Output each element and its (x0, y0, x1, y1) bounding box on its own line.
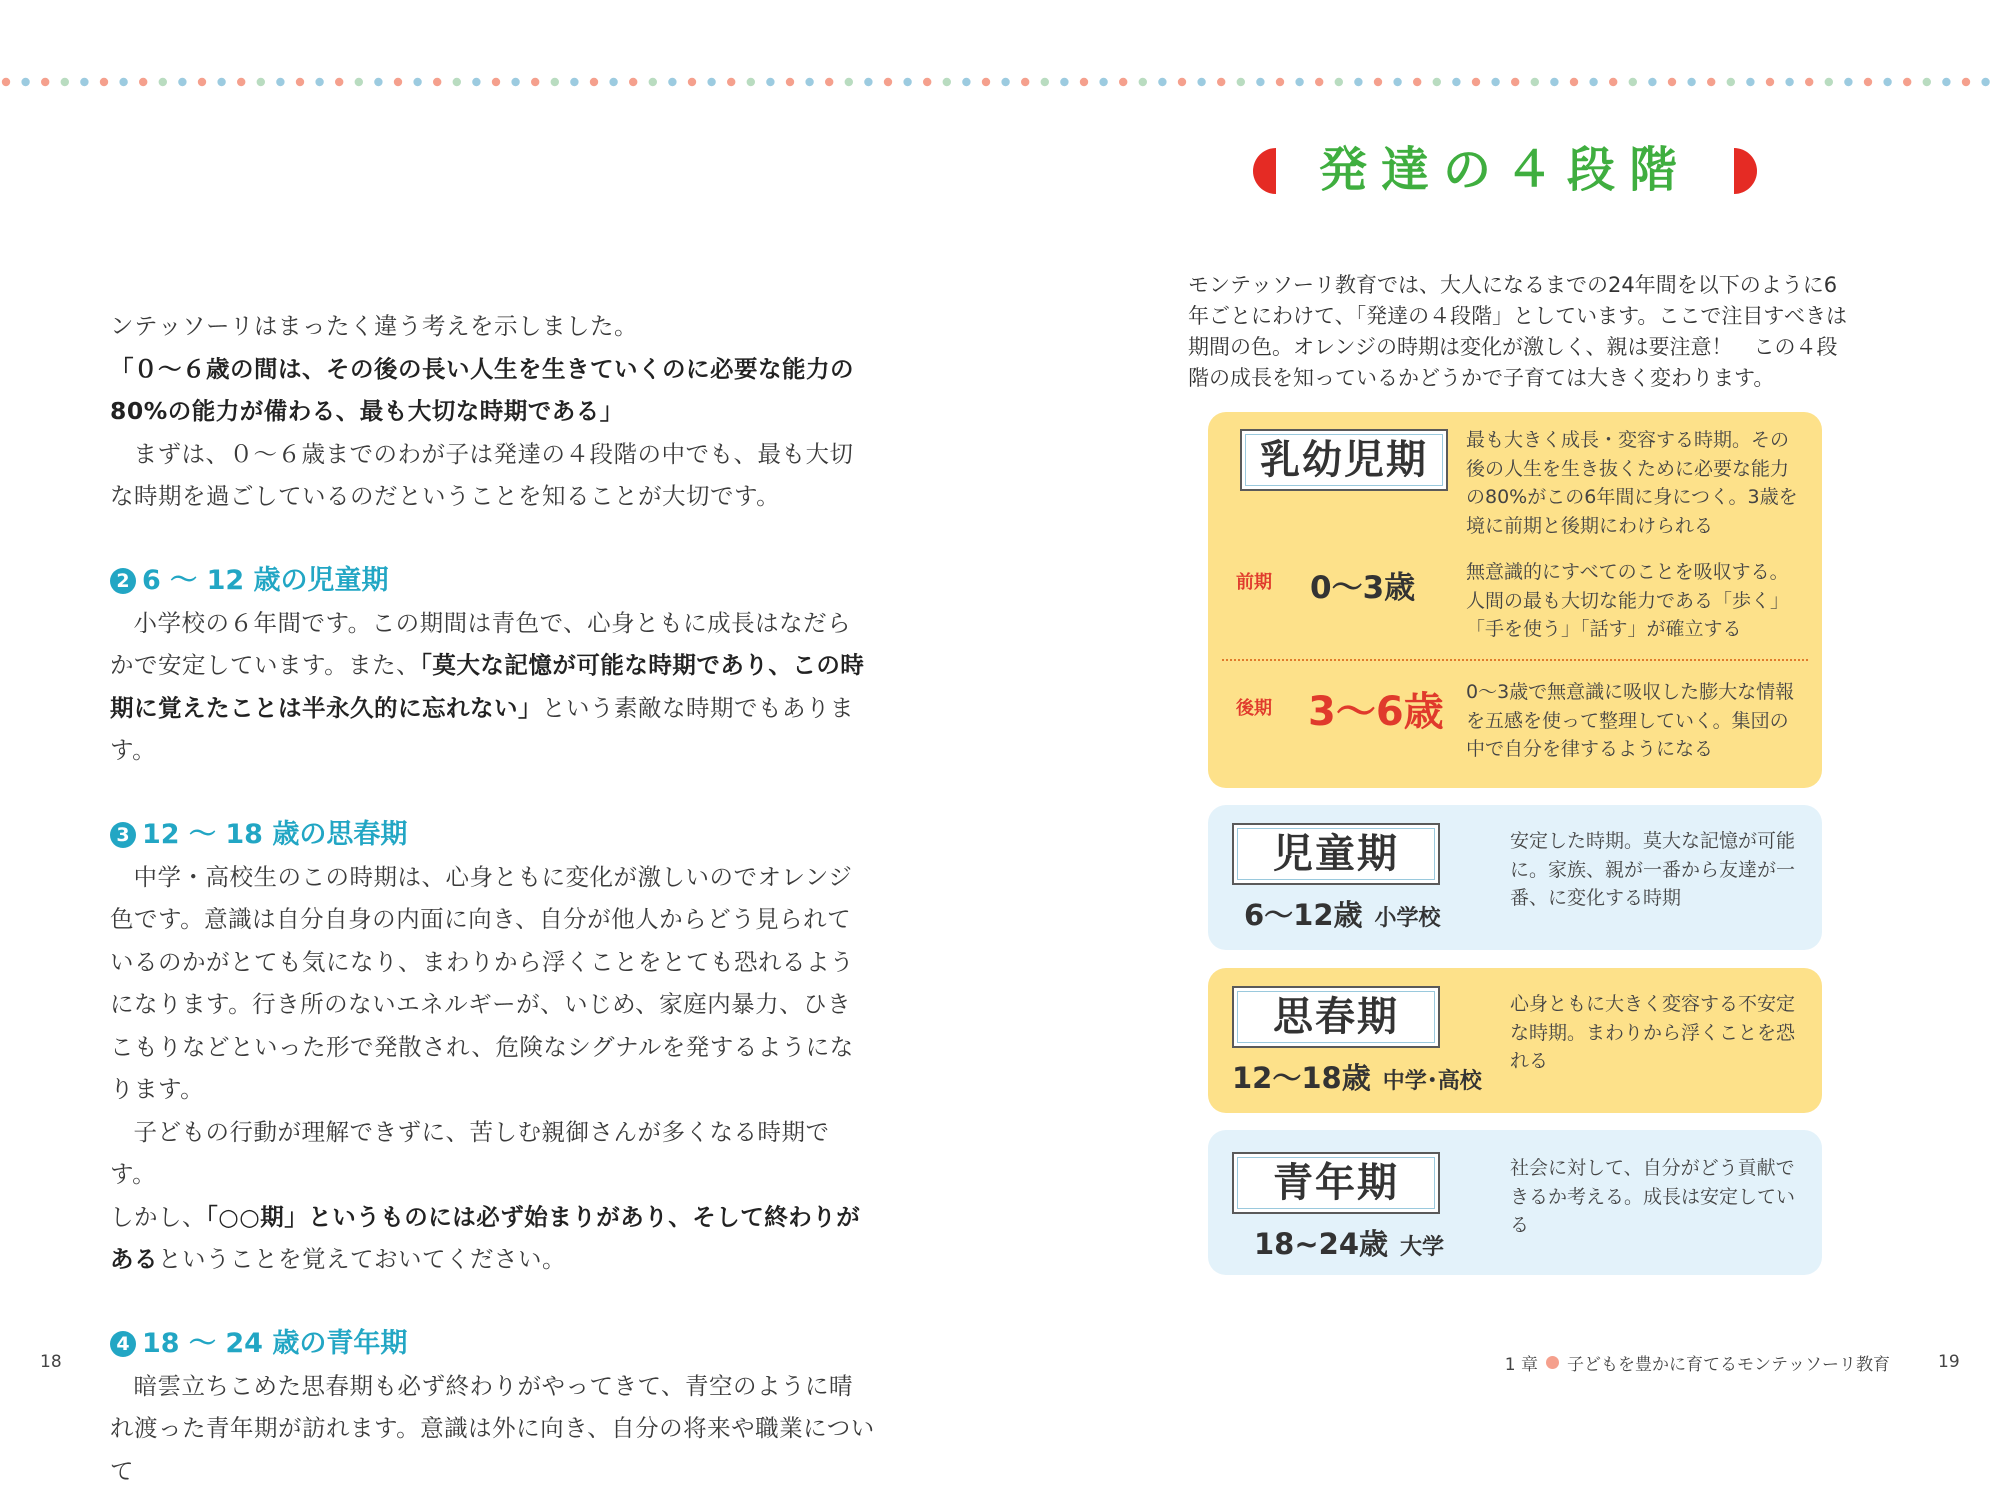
age-range-line: 18~24歳 大学 (1254, 1222, 1444, 1263)
decorative-dot (1687, 78, 1695, 86)
decorative-dot (1472, 78, 1480, 86)
phase-label: 後期 (1236, 694, 1272, 720)
decorative-dot (1197, 78, 1205, 86)
section-heading-youth (110, 1323, 875, 1365)
decorative-dot (1041, 78, 1049, 86)
decorative-dot (1080, 78, 1088, 86)
decorative-dot (1785, 78, 1793, 86)
decorative-dot (472, 78, 480, 86)
decorative-dot (1766, 78, 1774, 86)
decorative-dot (198, 78, 206, 86)
circle-number-icon: 2 (110, 568, 136, 594)
decorative-dot (786, 78, 794, 86)
decorative-dot (453, 78, 461, 86)
decorative-dot (864, 78, 872, 86)
decorative-dot (747, 78, 755, 86)
chapter-title: 子どもを豊かに育てるモンテッソーリ教育 (1567, 1350, 1890, 1375)
decorative-dot (296, 78, 304, 86)
card-infant (1208, 412, 1822, 788)
stage-description: 心身ともに大きく変容する不安定な時期。まわりから浮くことを恐れる (1510, 990, 1800, 1076)
decorative-dot (1609, 78, 1617, 86)
decorative-dot (1864, 78, 1872, 86)
age-range-line: 12～18歳 中学･高校 (1232, 1056, 1482, 1097)
decorative-dot (805, 78, 813, 86)
decorative-dot (903, 78, 911, 86)
decorative-dot (237, 78, 245, 86)
divider (1222, 659, 1808, 661)
decorative-dot (80, 78, 88, 86)
decorative-dot (1825, 78, 1833, 86)
decorative-dot (1923, 78, 1931, 86)
decorative-dot (41, 78, 49, 86)
decorative-dot (1099, 78, 1107, 86)
decorative-dot (1413, 78, 1421, 86)
stage-description: 最も大きく成長・変容する時期。その後の人生を生き抜くために必要な能力の80%がこの6年間に身につく。3歳を境に前期と後期にわけられる (1466, 426, 1806, 540)
decorative-dot (257, 78, 265, 86)
decorative-dot (217, 78, 225, 86)
decorative-dot (649, 78, 657, 86)
decorative-dot (1158, 78, 1166, 86)
decorative-dot (923, 78, 931, 86)
card-child (1208, 805, 1822, 950)
decorative-dot (1374, 78, 1382, 86)
decorative-dot (1727, 78, 1735, 86)
decorative-dot (1589, 78, 1597, 86)
decorative-dot (1903, 78, 1911, 86)
decorative-dot (1217, 78, 1225, 86)
age-range-line: 6～12歳 小学校 (1244, 893, 1441, 934)
paragraph: 小学校の６年間です。この期間は青色で、心身ともに成長はなだらかで安定しています。また、「莫大な記憶が可能な時期であり、この時期に覚えたことは半永久的に忘れない」という素敵な時期でもあります。 (110, 602, 875, 772)
decorative-dot (688, 78, 696, 86)
decorative-dot (609, 78, 617, 86)
decorative-dot-border (0, 74, 2000, 90)
decorative-dot (1237, 78, 1245, 86)
decorative-dot (1550, 78, 1558, 86)
stage-label: 青年期 (1232, 1152, 1440, 1214)
decorative-dot (1315, 78, 1323, 86)
decorative-dot (139, 78, 147, 86)
paragraph: しかし、「○○期」というものには必ず始まりがあり、そして終わりがあるということを覚えておいてください。 (110, 1196, 875, 1281)
decorative-dot (727, 78, 735, 86)
page-title-block (1240, 140, 1770, 200)
paragraph: 暗雲立ちこめた思春期も必ず終わりがやってきて、青空のように晴れ渡った青年期が訪れます。意識は外に向き、自分の将来や職業について (110, 1365, 875, 1492)
decorative-dot (570, 78, 578, 86)
section-title: 12 ～ 18 歳の思春期 (142, 814, 407, 856)
decorative-dot (178, 78, 186, 86)
decorative-dot (1276, 78, 1284, 86)
decorative-dot (1060, 78, 1068, 86)
decorative-dot (1452, 78, 1460, 86)
decorative-dot (1942, 78, 1950, 86)
phase-description: 0～3歳で無意識に吸収した膨大な情報を五感を使って整理していく。集団の中で自分を律するようになる (1466, 678, 1806, 764)
decorative-dot (413, 78, 421, 86)
decorative-dot (1844, 78, 1852, 86)
decorative-dot (492, 78, 500, 86)
stage-label: 思春期 (1232, 986, 1440, 1048)
right-bracket-icon (1734, 148, 1760, 194)
section-title: 18 ～ 24 歳の青年期 (142, 1323, 407, 1365)
decorative-dot (1511, 78, 1519, 86)
decorative-dot (1433, 78, 1441, 86)
paragraph: 子どもの行動が理解できずに、苦しむ親御さんが多くなる時期です。 (110, 1111, 875, 1196)
decorative-dot (884, 78, 892, 86)
stage-description: 安定した時期。莫大な記憶が可能に。家族、親が一番から友達が一番、に変化する時期 (1510, 827, 1800, 913)
phase-label: 前期 (1236, 568, 1272, 594)
age-range: 0～3歳 (1310, 562, 1415, 607)
card-youth (1208, 1130, 1822, 1275)
decorative-dot (707, 78, 715, 86)
decorative-dot (590, 78, 598, 86)
phase-description: 無意識的にすべてのことを吸収する。人間の最も大切な能力である「歩く」「手を使う」「話す」が確立する (1466, 558, 1806, 644)
decorative-dot (943, 78, 951, 86)
decorative-dot (1491, 78, 1499, 86)
decorative-dot (1883, 78, 1891, 86)
page-number-left: 18 (40, 1352, 62, 1372)
quote-paragraph: 「０～６歳の間は、その後の長い人生を生きていくのに必要な能力の80%の能力が備わる、最も大切な時期である」 (110, 348, 875, 433)
decorative-dot (511, 78, 519, 86)
decorative-dot (1256, 78, 1264, 86)
decorative-dot (1981, 78, 1989, 86)
paragraph: ンテッソーリはまったく違う考えを示しました。 (110, 305, 875, 348)
decorative-dot (1668, 78, 1676, 86)
chapter-footer (1505, 1350, 1890, 1375)
stage-label: 乳幼児期 (1240, 429, 1448, 491)
decorative-dot (335, 78, 343, 86)
decorative-dot (374, 78, 382, 86)
decorative-dot (845, 78, 853, 86)
section-title: 6 ～ 12 歳の児童期 (142, 560, 389, 602)
decorative-dot (1178, 78, 1186, 86)
decorative-dot (433, 78, 441, 86)
decorative-dot (825, 78, 833, 86)
paragraph: まずは、０～６歳までのわが子は発達の４段階の中でも、最も大切な時期を過ごしているのだということを知ることが大切です。 (110, 433, 875, 518)
decorative-dot (962, 78, 970, 86)
card-adolescent (1208, 968, 1822, 1113)
intro-text: モンテッソーリ教育では、大人になるまでの24年間を以下のように6年ごとにわけて、「発達の４段階」としています。ここで注目すべきは期間の色。オレンジの時期は変化が激しく、親は要注意！ この４段階の成長を知っているかどうかで子育ては大きく変わります。 (1188, 270, 1848, 394)
decorative-dot (394, 78, 402, 86)
dot-icon (1546, 1356, 1559, 1369)
decorative-dot (629, 78, 637, 86)
circle-number-icon: 4 (110, 1331, 136, 1357)
decorative-dot (1354, 78, 1362, 86)
page-number-right: 19 (1938, 1352, 1960, 1372)
page-title: 発達の４段階 (1240, 140, 1770, 200)
paragraph: 中学・高校生のこの時期は、心身ともに変化が激しいのでオレンジ色です。意識は自分自身の内面に向き、自分が他人からどう見られているのかがとても気になり、まわりから浮くことをとても恐れるようになります。行き所のないエネルギーが、いじめ、家庭内暴力、ひきこもりなどといった形で発散され、危険なシグナルを発するようになります。 (110, 856, 875, 1111)
decorative-dot (1531, 78, 1539, 86)
decorative-dot (1707, 78, 1715, 86)
decorative-dot (1570, 78, 1578, 86)
decorative-dot (1335, 78, 1343, 86)
stage-description: 社会に対して、自分がどう貢献できるか考える。成長は安定している (1510, 1154, 1800, 1240)
decorative-dot (276, 78, 284, 86)
section-heading-child (110, 560, 875, 602)
decorative-dot (1139, 78, 1147, 86)
decorative-dot (315, 78, 323, 86)
decorative-dot (100, 78, 108, 86)
age-range: 3～6歳 (1308, 680, 1444, 737)
decorative-dot (1393, 78, 1401, 86)
decorative-dot (119, 78, 127, 86)
decorative-dot (1295, 78, 1303, 86)
decorative-dot (531, 78, 539, 86)
decorative-dot (2, 78, 10, 86)
decorative-dot (1021, 78, 1029, 86)
left-page-body (110, 305, 875, 1492)
decorative-dot (1648, 78, 1656, 86)
section-heading-adolescent (110, 814, 875, 856)
decorative-dot (551, 78, 559, 86)
decorative-dot (21, 78, 29, 86)
decorative-dot (1119, 78, 1127, 86)
decorative-dot (766, 78, 774, 86)
decorative-dot (982, 78, 990, 86)
decorative-dot (1962, 78, 1970, 86)
decorative-dot (1805, 78, 1813, 86)
decorative-dot (668, 78, 676, 86)
decorative-dot (1001, 78, 1009, 86)
decorative-dot (159, 78, 167, 86)
decorative-dot (355, 78, 363, 86)
circle-number-icon: 3 (110, 822, 136, 848)
chapter-number: 1 章 (1505, 1350, 1538, 1375)
decorative-dot (1746, 78, 1754, 86)
decorative-dot (1629, 78, 1637, 86)
stage-label: 児童期 (1232, 823, 1440, 885)
decorative-dot (61, 78, 69, 86)
